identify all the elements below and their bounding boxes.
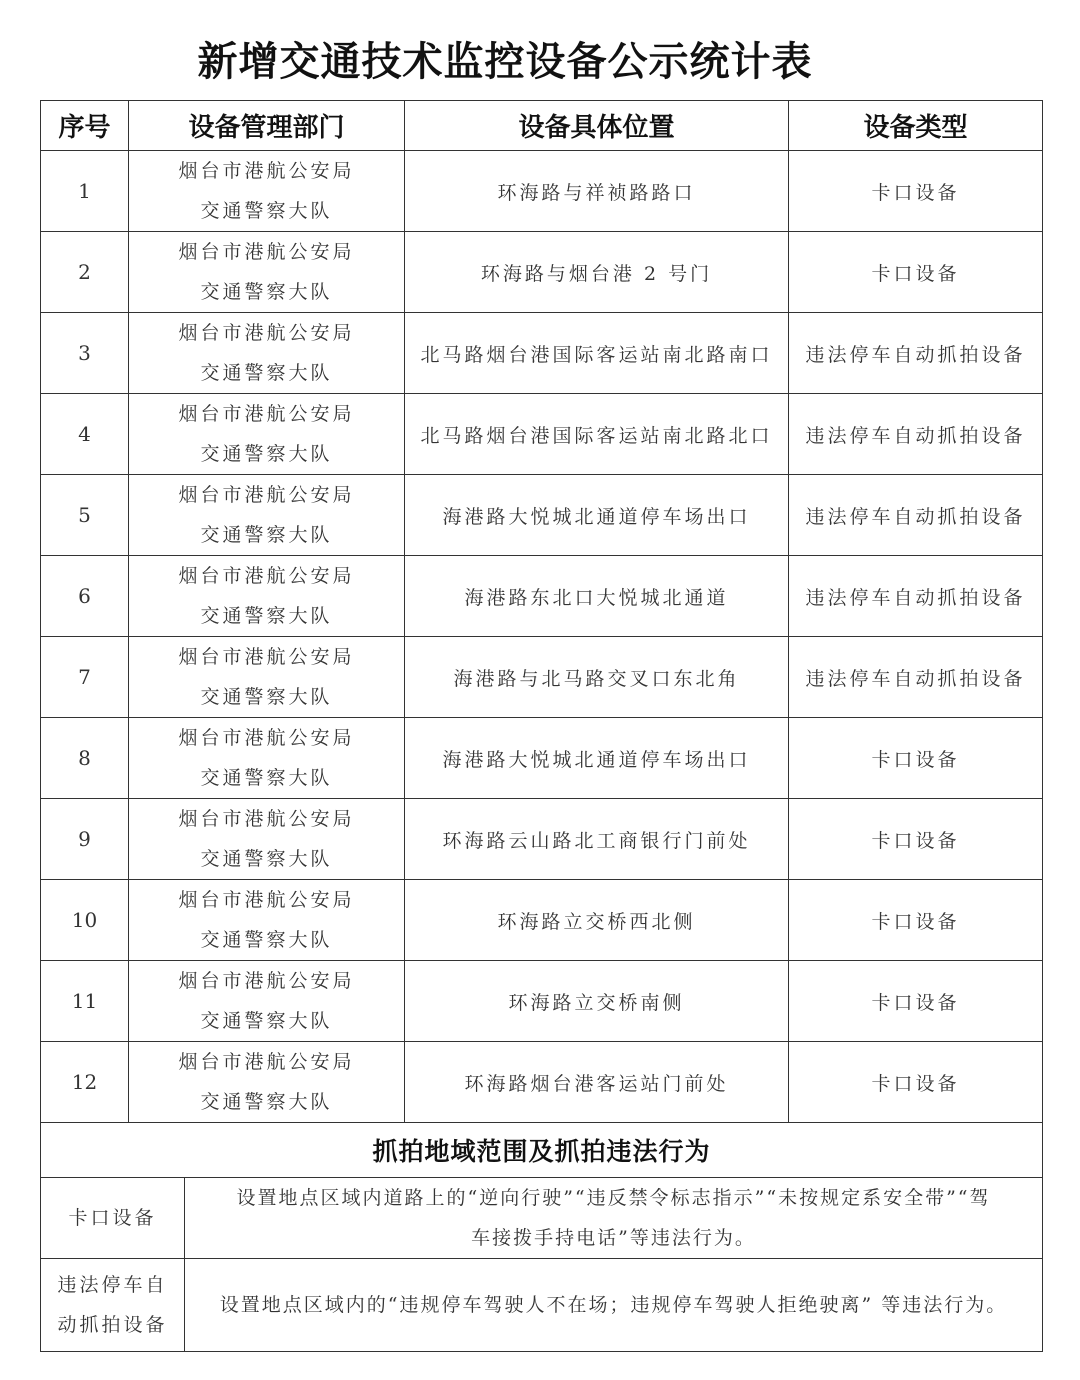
page-title: 新增交通技术监控设备公示统计表: [197, 39, 813, 85]
row-location: 环海路立交桥西北侧: [405, 880, 789, 961]
row-seq: 12: [41, 1042, 129, 1123]
row-dept: [129, 1042, 405, 1123]
row-type: 违法停车自动抓拍设备: [789, 475, 1043, 556]
row-seq: 7: [41, 637, 129, 718]
row-dept: [129, 880, 405, 961]
row-dept: [129, 556, 405, 637]
row-type: 违法停车自动抓拍设备: [789, 313, 1043, 394]
row-dept-line1: 烟台市港航公安局: [178, 808, 355, 830]
scope-row-cell: [41, 1259, 1043, 1352]
row-dept-line2: 交通警察大队: [200, 767, 333, 789]
row-type: 卡口设备: [789, 1042, 1043, 1123]
table-header-row: [41, 101, 1043, 151]
row-dept: [129, 232, 405, 313]
row-seq: 4: [41, 394, 129, 475]
scope-row-inner: [41, 1259, 1042, 1351]
row-dept-line1: 烟台市港航公安局: [178, 160, 355, 182]
row-dept-line1: 烟台市港航公安局: [178, 565, 355, 587]
row-dept-line2: 交通警察大队: [200, 686, 333, 708]
row-seq: 1: [41, 151, 129, 232]
table-row: [41, 313, 1043, 394]
scope-section: [41, 1123, 1043, 1352]
table-row: [41, 475, 1043, 556]
row-type: 违法停车自动抓拍设备: [789, 637, 1043, 718]
header-location: 设备具体位置: [405, 101, 789, 151]
row-dept-line2: 交通警察大队: [200, 848, 333, 870]
table-row: [41, 799, 1043, 880]
table-row: [41, 394, 1043, 475]
table-row: [41, 151, 1043, 232]
row-dept: [129, 475, 405, 556]
row-dept: [129, 637, 405, 718]
row-dept-line1: 烟台市港航公安局: [178, 646, 355, 668]
row-dept: [129, 394, 405, 475]
row-seq: 8: [41, 718, 129, 799]
scope-desc: [185, 1178, 1042, 1258]
scope-desc-line1: 设置地点区域内的“违规停车驾驶人不在场；违规停车驾驶人拒绝驶离” 等违法行为。: [219, 1294, 1008, 1316]
row-location: 环海路立交桥南侧: [405, 961, 789, 1042]
row-dept-line1: 烟台市港航公安局: [178, 484, 355, 506]
row-location: 海港路大悦城北通道停车场出口: [405, 475, 789, 556]
row-dept-line1: 烟台市港航公安局: [178, 1051, 355, 1073]
row-seq: 11: [41, 961, 129, 1042]
row-type: 卡口设备: [789, 961, 1043, 1042]
scope-label: [41, 1178, 185, 1258]
row-location: 环海路与祥祯路路口: [405, 151, 789, 232]
scope-row: [41, 1178, 1043, 1259]
row-dept-line2: 交通警察大队: [200, 929, 333, 951]
row-dept-line2: 交通警察大队: [200, 200, 333, 222]
row-type: 违法停车自动抓拍设备: [789, 556, 1043, 637]
row-dept-line2: 交通警察大队: [200, 605, 333, 627]
row-dept-line1: 烟台市港航公安局: [178, 322, 355, 344]
table-body: [41, 151, 1043, 1123]
header-seq: 序号: [41, 101, 129, 151]
statistics-table: [40, 100, 1043, 1352]
row-dept: [129, 313, 405, 394]
row-location: 海港路大悦城北通道停车场出口: [405, 718, 789, 799]
row-dept-line2: 交通警察大队: [200, 443, 333, 465]
row-seq: 5: [41, 475, 129, 556]
row-type: 卡口设备: [789, 799, 1043, 880]
row-dept: [129, 799, 405, 880]
row-seq: 6: [41, 556, 129, 637]
table-row: [41, 232, 1043, 313]
scope-label-line1: 卡口设备: [68, 1207, 157, 1229]
scope-label-line1: 违法停车自: [57, 1274, 168, 1296]
scope-label-line2: 动抓拍设备: [57, 1314, 168, 1336]
row-seq: 9: [41, 799, 129, 880]
row-type: 卡口设备: [789, 880, 1043, 961]
row-type: 卡口设备: [789, 232, 1043, 313]
header-dept: 设备管理部门: [129, 101, 405, 151]
row-dept-line1: 烟台市港航公安局: [178, 889, 355, 911]
row-location: 北马路烟台港国际客运站南北路南口: [405, 313, 789, 394]
scope-desc-line1: 设置地点区域内道路上的“逆向行驶”“违反禁令标志指示”“未按规定系安全带”“驾: [236, 1187, 991, 1209]
section-title: 抓拍地域范围及抓拍违法行为: [41, 1123, 1043, 1178]
row-dept: [129, 961, 405, 1042]
row-location: 环海路与烟台港 2 号门: [405, 232, 789, 313]
scope-desc: [185, 1259, 1042, 1351]
row-dept-line2: 交通警察大队: [200, 1010, 333, 1032]
row-dept-line1: 烟台市港航公安局: [178, 970, 355, 992]
scope-desc-line2: 车接拨手持电话”等违法行为。: [471, 1227, 756, 1249]
table-row: [41, 880, 1043, 961]
table-row: [41, 718, 1043, 799]
scope-row: [41, 1259, 1043, 1352]
scope-row-inner: [41, 1178, 1042, 1258]
row-seq: 3: [41, 313, 129, 394]
row-type: 卡口设备: [789, 151, 1043, 232]
table-row: [41, 961, 1043, 1042]
scope-row-cell: [41, 1178, 1043, 1259]
table-row: [41, 556, 1043, 637]
row-dept: [129, 718, 405, 799]
row-location: 海港路与北马路交叉口东北角: [405, 637, 789, 718]
row-type: 卡口设备: [789, 718, 1043, 799]
row-dept-line2: 交通警察大队: [200, 281, 333, 303]
row-type: 违法停车自动抓拍设备: [789, 394, 1043, 475]
row-location: 北马路烟台港国际客运站南北路北口: [405, 394, 789, 475]
row-dept-line2: 交通警察大队: [200, 362, 333, 384]
row-dept-line1: 烟台市港航公安局: [178, 241, 355, 263]
row-dept-line1: 烟台市港航公安局: [178, 727, 355, 749]
table-row: [41, 637, 1043, 718]
row-seq: 10: [41, 880, 129, 961]
statistics-table-wrapper: [40, 100, 1042, 1352]
row-dept: [129, 151, 405, 232]
row-location: 环海路烟台港客运站门前处: [405, 1042, 789, 1123]
row-seq: 2: [41, 232, 129, 313]
row-dept-line2: 交通警察大队: [200, 524, 333, 546]
section-title-row: [41, 1123, 1043, 1178]
row-dept-line1: 烟台市港航公安局: [178, 403, 355, 425]
scope-label: [41, 1259, 185, 1351]
header-type: 设备类型: [789, 101, 1043, 151]
row-location: 海港路东北口大悦城北通道: [405, 556, 789, 637]
table-row: [41, 1042, 1043, 1123]
row-dept-line2: 交通警察大队: [200, 1091, 333, 1113]
row-location: 环海路云山路北工商银行门前处: [405, 799, 789, 880]
